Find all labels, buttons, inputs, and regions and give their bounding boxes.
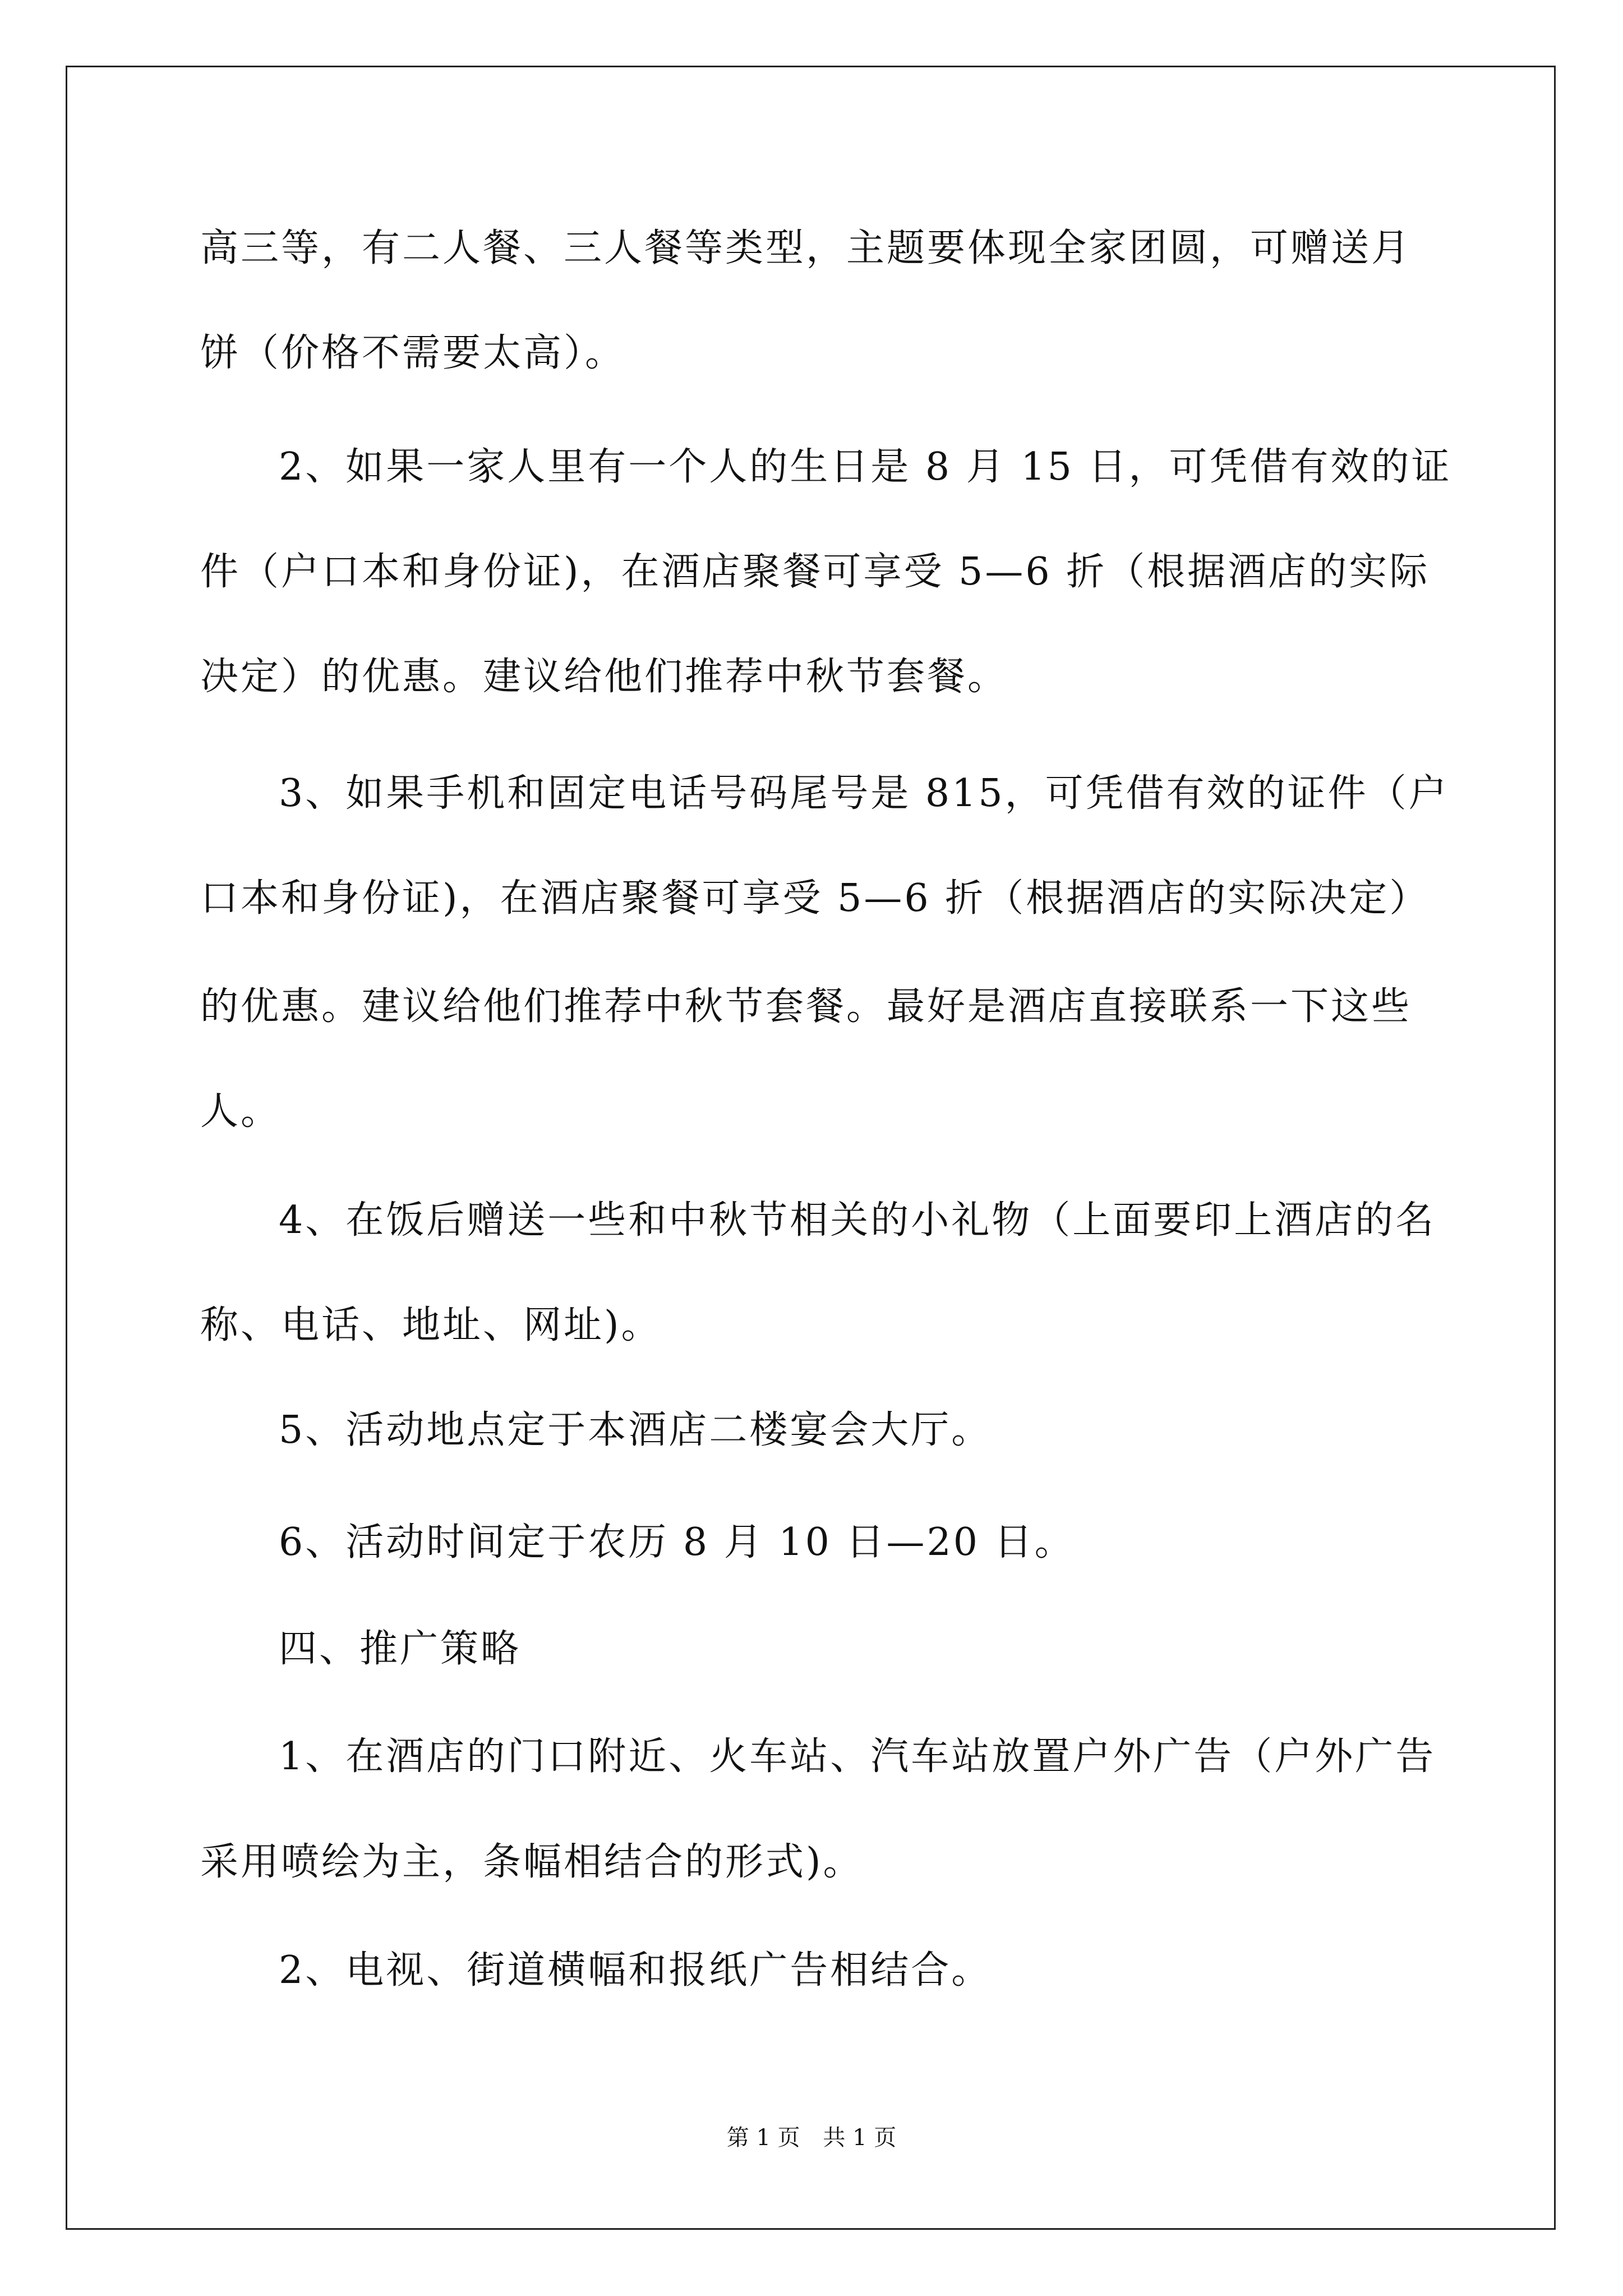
body-line: 人。 (200, 1089, 282, 1134)
page-border (66, 66, 1556, 2230)
body-line: 称、电话、地址、网址)。 (200, 1303, 662, 1347)
body-line: 2、电视、街道横幅和报纸广告相结合。 (279, 1948, 992, 1993)
body-line: 高三等，有二人餐、三人餐等类型，主题要体现全家团圆，可赠送月 (200, 226, 1412, 270)
body-line: 2、如果一家人里有一个人的生日是 8 月 15 日，可凭借有效的证 (279, 445, 1452, 489)
body-line: 饼（价格不需要太高）。 (200, 331, 626, 375)
page-total: 共 1 页 (823, 2125, 897, 2151)
body-line: 采用喷绘为主，条幅相结合的形式)。 (200, 1840, 864, 1884)
page-number: 第 1 页 (726, 2125, 800, 2151)
page-footer (0, 2124, 1623, 2151)
body-line: 6、活动时间定于农历 8 月 10 日—20 日。 (279, 1520, 1075, 1565)
section-heading: 四、推广策略 (279, 1627, 522, 1671)
body-line: 决定）的优惠。建议给他们推荐中秋节套餐。 (200, 655, 1008, 699)
body-line: 5、活动地点定于本酒店二楼宴会大厅。 (279, 1408, 992, 1452)
body-line: 3、如果手机和固定电话号码尾号是 815，可凭借有效的证件（户 (279, 771, 1449, 816)
body-line: 1、在酒店的门口附近、火车站、汽车站放置户外广告（户外广告 (279, 1734, 1436, 1779)
body-line: 的优惠。建议给他们推荐中秋节套餐。最好是酒店直接联系一下这些 (200, 984, 1412, 1029)
body-line: 件（户口本和身份证)，在酒店聚餐可享受 5—6 折（根据酒店的实际 (200, 550, 1430, 594)
body-line: 口本和身份证)，在酒店聚餐可享受 5—6 折（根据酒店的实际决定） (200, 876, 1430, 921)
body-line: 4、在饭后赠送一些和中秋节相关的小礼物（上面要印上酒店的名 (279, 1198, 1436, 1243)
